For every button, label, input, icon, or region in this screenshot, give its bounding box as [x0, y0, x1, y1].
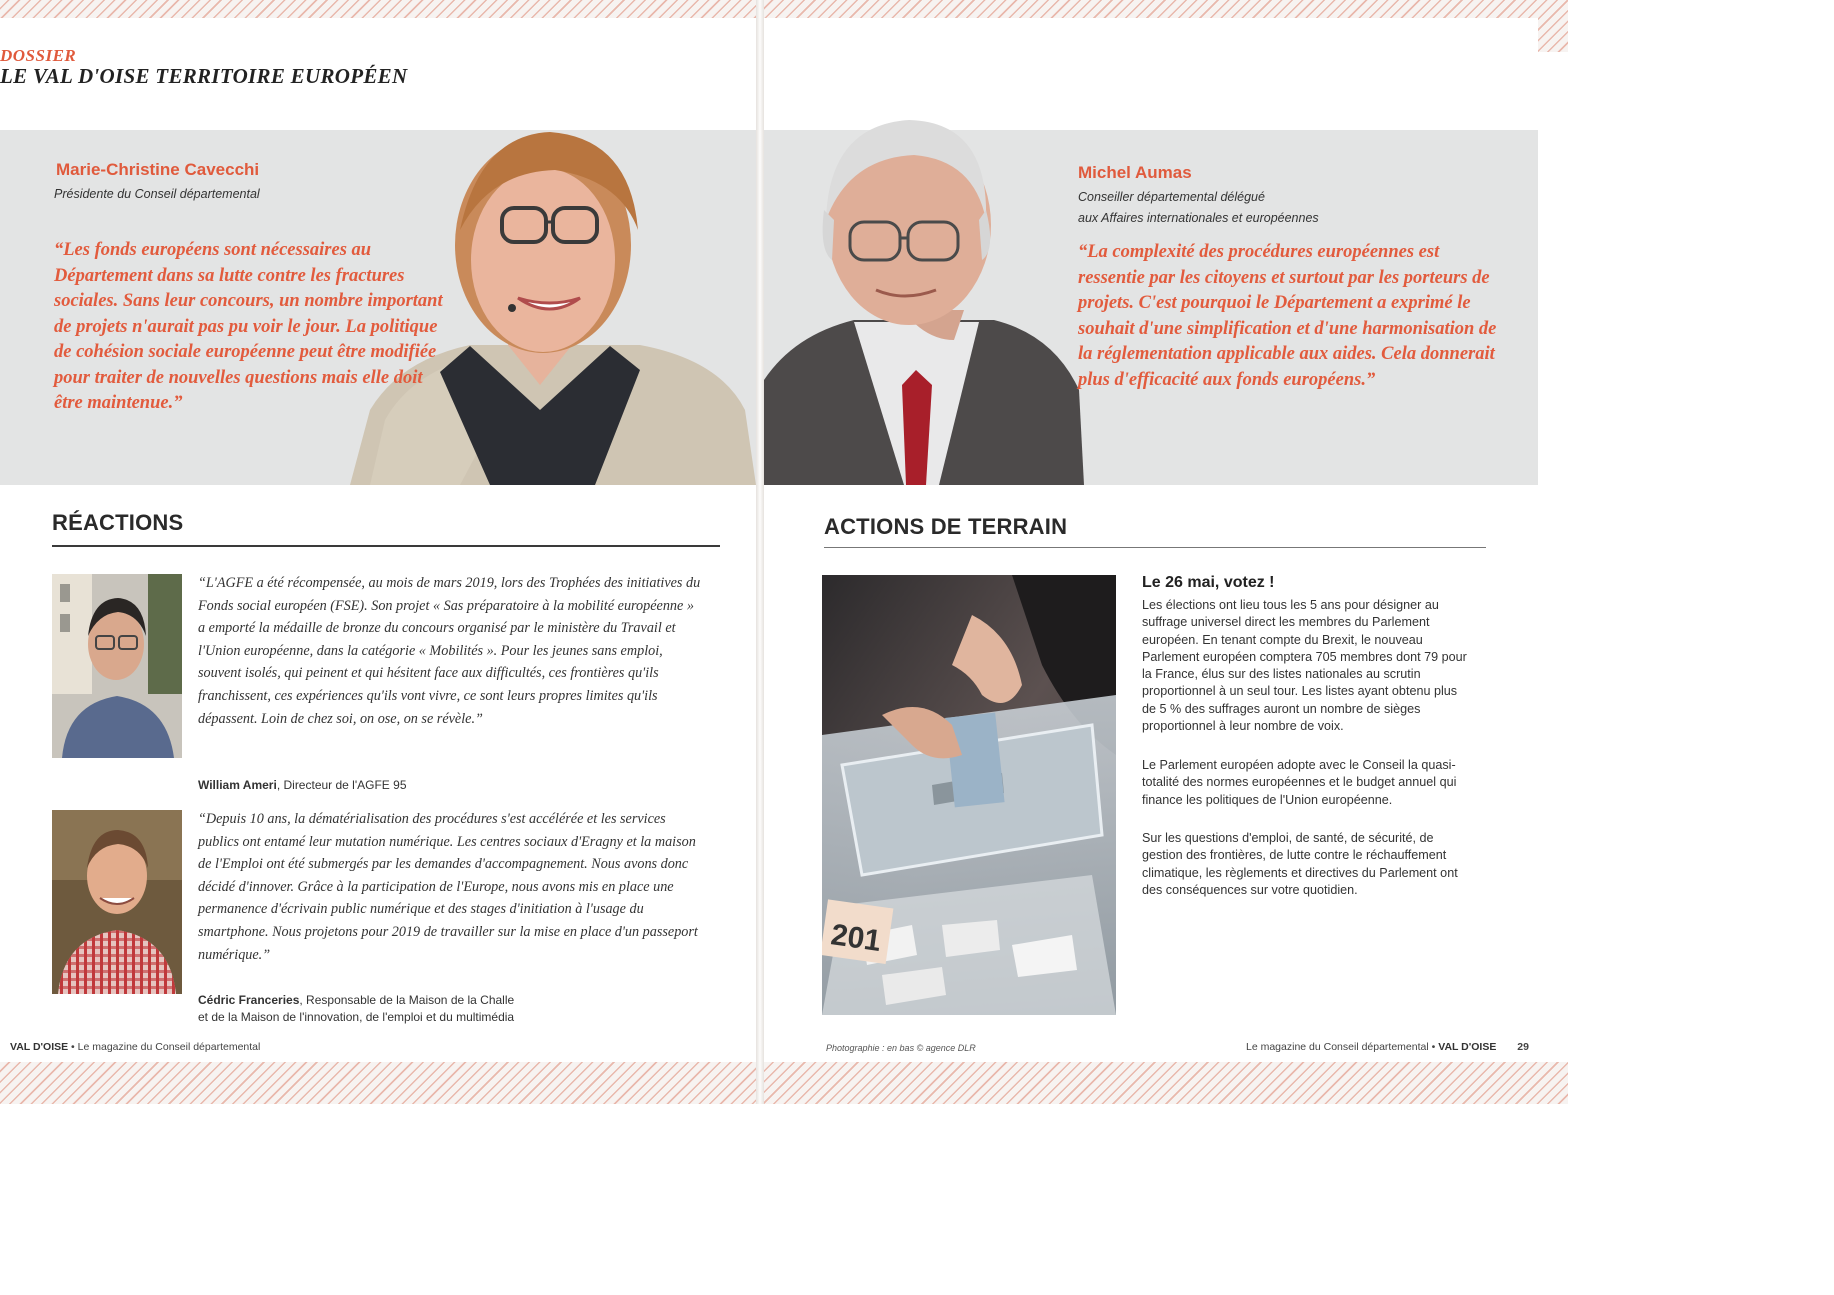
footer-left-brand: VAL D'OISE [10, 1041, 69, 1053]
photo-ballot-box [822, 575, 1116, 1015]
section-label: DOSSIER [0, 46, 77, 65]
reaction-author-2: Cédric Franceries, Responsable de la Maison de la Challe [198, 993, 515, 1007]
quote-right: “La complexité des procédures européennes est ressentie par les citoyens et surtout par les porteurs de projets. C'est pourquoi le Département a exprimé le souhait d'une simplification et d'une harmonisation de la réglementation applicable aux aides. Cela donnerait plus d'efficacité aux fonds européens.” [1078, 242, 1497, 390]
person-role-right-line2: aux Affaires internationales et européennes [1078, 211, 1319, 225]
vote-paragraph-2: Le Parlement européen adopte avec le Conseil la quasi-totalité des normes européennes et le budget annuel qui finance les politiques de l'Union européenne. [1142, 758, 1457, 807]
photo-cedric-franceries [52, 810, 182, 994]
vote-paragraph-3: Sur les questions d'emploi, de santé, de sécurité, de gestion des frontières, de lutte contre le réchauffement climatique, les règlements et directives du Parlement ont des conséquences sur votre quotidien. [1142, 831, 1458, 897]
reactions-heading: RÉACTIONS [52, 510, 184, 535]
quote-left: “Les fonds européens sont nécessaires au Département dans sa lutte contre les fractures sociales. Sans leur concours, un nombre important de projets n'aurait pas pu voir le jour. La politique de cohésion sociale européenne peut être modifiée pour traiter de nouvelles questions mais elle doit être maintenue.” [54, 240, 443, 413]
person-role-left: Présidente du Conseil départemental [54, 187, 260, 201]
vote-paragraph-1: Les élections ont lieu tous les 5 ans pour désigner au suffrage universel direct les membres du Parlement européen. En tenant compte du Brexit, le nouveau Parlement européen comptera 705 membres dont 79 pour la France, élus sur des listes nationales au scrutin proportionnel à un seul tour. Les listes ayant obtenu plus de 5 % des suffrages auront un nombre de sièges proportionnel à leur nombre de voix. [1142, 598, 1467, 734]
photo-william-ameri [52, 574, 182, 758]
footer-right-text: Le magazine du Conseil départemental [1246, 1041, 1429, 1053]
ballot-number: 201 [828, 918, 884, 958]
page-gutter [756, 0, 764, 1104]
reactions-rule [52, 545, 720, 547]
reaction-quote-1: “L'AGFE a été récompensée, au mois de mars 2019, lors des Trophées des initiatives du Fonds social européen (FSE). Son projet « Sas préparatoire à la mobilité européenne » a emporté la médaille de bronze du concours organisé par le ministère du Travail et l'Union européenne, dans la catégorie « Mobilités ». Pour les jeunes sans emploi, souvent isolés, qui peinent et qui hésitent face aux difficultés, ces frontières qu'ils franchissent, ces expériences qu'ils vont vivre, ce sont leurs propres limites qu'ils dépassent. Loin de chez soi, on ose, on se révèle.” [198, 575, 701, 727]
portrait-aumas [764, 110, 1084, 485]
page-title: LE VAL D'OISE TERRITOIRE EUROPÉEN [0, 64, 408, 88]
hatched-margin-bottom [0, 1062, 1568, 1104]
footer-left-text: Le magazine du Conseil départemental [77, 1041, 261, 1053]
actions-heading: ACTIONS DE TERRAIN [824, 514, 1068, 539]
reaction-author-1: William Ameri, Directeur de l'AGFE 95 [198, 778, 407, 792]
reaction-author-2-line2: et de la Maison de l'innovation, de l'emploi et du multimédia [198, 1010, 515, 1024]
page-number: 29 [1517, 1041, 1529, 1053]
person-name-left: Marie-Christine Cavecchi [56, 160, 260, 179]
person-name-right: Michel Aumas [1078, 163, 1192, 182]
actions-rule [824, 547, 1486, 548]
vote-heading: Le 26 mai, votez ! [1142, 574, 1275, 591]
person-role-right-line1: Conseiller départemental délégué [1078, 190, 1265, 204]
footer-right-brand: VAL D'OISE [1438, 1041, 1497, 1053]
reaction-quote-2: “Depuis 10 ans, la dématérialisation des procédures s'est accélérée et les services publics ont entamé leur mutation numérique. Les centres sociaux d'Eragny et la maison de l'Emploi ont été submergés par les demandes d'accompagnement. Nous avons donc décidé d'innover. Grâce à la participation de l'Europe, nous avons mis en place une permanence d'écrivain public numérique et des stages d'initiation à l'usage du smartphone. Nous projetons pour 2019 de travailler sur la mise en place d'un passeport numérique.” [198, 811, 698, 963]
footer-right: Le magazine du Conseil départemental • VAL D'OISE 29 [1246, 1041, 1529, 1053]
footer-left: VAL D'OISE • Le magazine du Conseil départemental [10, 1041, 261, 1053]
photo-credit: Photographie : en bas © agence DLR [826, 1043, 976, 1053]
